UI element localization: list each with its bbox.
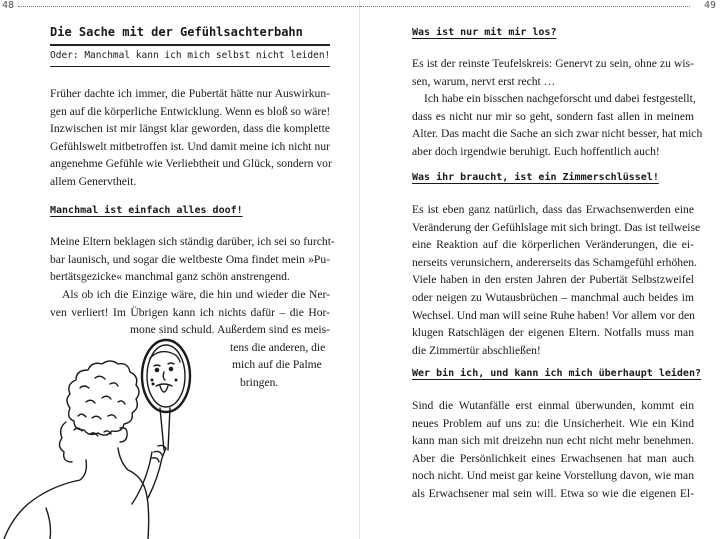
shirt-fold <box>46 508 51 539</box>
text-line: als Erwachsener mal sein will. Etwa so wie die eigenen El- <box>412 486 694 500</box>
mirror-handle <box>160 408 170 450</box>
text-line: allem Genervtheit. <box>50 174 137 188</box>
text-line: Es ist der reinste Teufelskreis: Genervt zu sein, ohne zu wis- <box>412 57 694 70</box>
text-line: noch nicht. Und meist gar keine Vorstellung davon, wie man <box>412 469 694 483</box>
section-heading: Wer bin ich, und kann ich mich überhaupt leiden? <box>412 368 701 379</box>
chapter-title: Die Sache mit der Gefühlsachterbahn <box>50 25 303 39</box>
paragraph-research <box>412 90 703 160</box>
mirror-frame <box>142 340 190 412</box>
text-line: gen auf die körperliche Entwicklung. Wenn es bloß so wäre! <box>50 104 331 118</box>
header-dotted-rule <box>360 6 690 7</box>
text-line: Viele haben in den ersten Jahren der Pubertät Selbstzweifel <box>412 273 694 287</box>
header-dotted-rule <box>18 6 360 7</box>
text-line: bringen. <box>240 375 279 389</box>
text-line: Es ist eben ganz natürlich, dass das Erwachsenwerden eine <box>412 203 694 216</box>
text-line: Alter. Das macht die Sache an sich zwar nicht besser, hat mich <box>412 127 703 141</box>
text-line: kann man sich mit dreizehn nun echt nicht mehr benehmen. <box>412 434 694 448</box>
text-line: Meine Eltern beklagen sich ständig darüber, ich sei so furcht- <box>50 235 335 248</box>
text-line: die Zimmertür abschließen! <box>412 343 541 357</box>
girl-with-mirror-illustration <box>0 318 200 539</box>
paragraph-vicious-circle <box>412 55 694 90</box>
title-rule <box>50 44 330 46</box>
shoulder-right <box>118 448 149 539</box>
text-line: Veränderung der Gefühlslage mit sich bringt. Das ist teilweise <box>412 220 701 234</box>
text-line: Sind die Wutanfälle erst einmal überwunden, kommt ein <box>412 399 694 412</box>
text-line: bertätsgezicke« manchmal ganz schön anstrengend. <box>50 270 290 284</box>
reflected-face <box>150 352 180 392</box>
text-line: Wechsel. Und man will seine Ruhe haben! Vor allem vor den <box>412 308 695 322</box>
text-line: eine Reaktion auf die körperlichen Veränderungen, die ei- <box>412 238 694 252</box>
text-line: sen, warum, nervt erst recht … <box>412 74 556 88</box>
text-line: klugen Ratschlägen der eigenen Eltern. Notfalls muss man <box>412 326 694 340</box>
mirror-glass <box>147 345 185 407</box>
paragraph-intro <box>50 85 330 191</box>
page-number-left: 48 <box>2 0 15 11</box>
text-line: Ich habe ein bisschen nachgeforscht und dabei festgestellt, <box>424 92 696 105</box>
section-heading: Was ihr braucht, ist ein Zimmerschlüssel! <box>412 172 659 183</box>
section-heading: Manchmal ist einfach alles doof! <box>50 205 243 216</box>
shoulder-left <box>4 460 86 539</box>
subtitle-rule <box>50 66 330 67</box>
text-line: mich auf die Palme <box>232 358 322 372</box>
text-line: Früher dachte ich immer, die Pubertät hätte nur Auswirkun- <box>50 87 330 100</box>
text-line: tens die anderen, die <box>230 340 326 354</box>
text-line: aber doch irgendwie beruhigt. Euch hoffentlich auch! <box>412 144 660 158</box>
text-line: Aber die Persönlichkeit eines Erwachsenen hat man auch <box>412 451 694 465</box>
page-number-right: 49 <box>704 0 717 11</box>
text-line: Gefühlswelt mitbetroffen ist. Und damit meine ich nicht nur <box>50 139 330 153</box>
text-line: dass es nicht nur mir so geht, sondern fast allen in meinem <box>412 109 694 123</box>
text-line: Inzwischen ist mir längst klar geworden, dass die komplette <box>50 122 330 136</box>
chapter-subtitle: Oder: Manchmal kann ich mich selbst nicht leiden! <box>50 50 331 61</box>
paragraph-uncertainty <box>412 397 694 503</box>
text-line: nerseits verunsichern, andererseits das Schamgefühl erhöhen. <box>412 255 697 269</box>
text-line: oder neigen zu Wutausbrüchen – manchmal auch beides im <box>412 290 694 304</box>
right-page <box>360 0 720 539</box>
text-line: ven verliert! Im Übrigen kann ich nichts dafür – die Hor- <box>50 305 330 319</box>
text-line: neues Problem auf uns zu: die Unsicherheit. Wie ein Kind <box>412 416 694 430</box>
text-line: bar launisch, und sogar die weltbeste Oma findet mein »Pu- <box>50 252 330 266</box>
paragraph-key <box>412 201 701 359</box>
text-line: Als ob ich die Einzige wäre, die hin und wieder die Ner- <box>62 288 330 301</box>
paragraph-parents <box>50 233 335 286</box>
text-line: angenehme Gefühle wie Verliebtheit und Glück, sondern vor <box>50 157 332 171</box>
curly-hair <box>59 361 139 462</box>
text-line: mone sind schuld. Außerdem sind es meis- <box>130 323 330 337</box>
section-heading: Was ist nur mit mir los? <box>412 27 557 38</box>
